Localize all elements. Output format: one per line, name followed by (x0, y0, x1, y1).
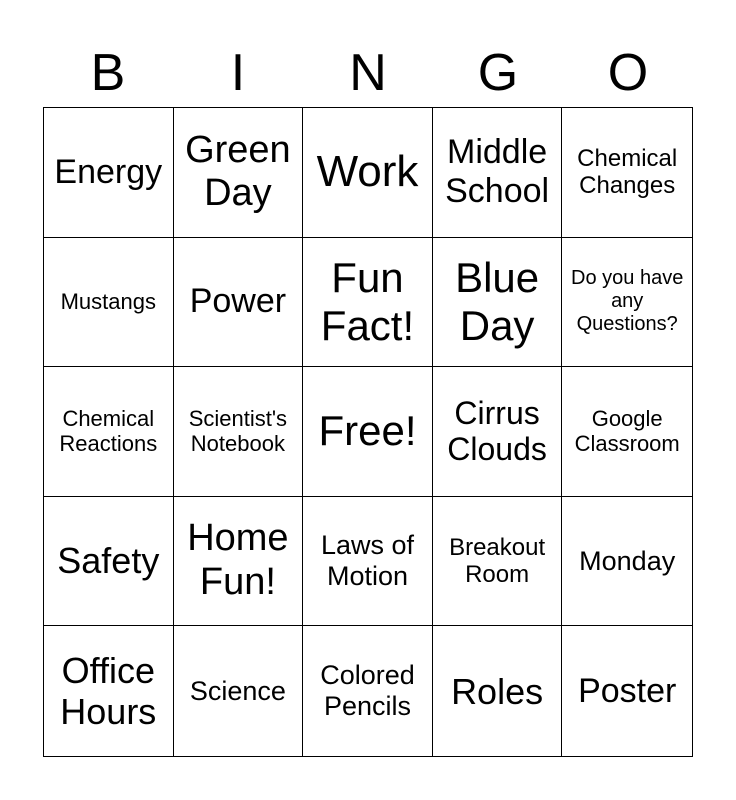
bingo-header (43, 38, 693, 108)
bingo-cell[interactable] (303, 108, 433, 238)
cell-label: Do you have any Questions? (571, 267, 684, 336)
cell-label: Fun Fact! (320, 253, 415, 349)
cell-label: Chemical Changes (577, 144, 678, 200)
bingo-cell[interactable] (174, 238, 304, 368)
bingo-cell[interactable] (433, 238, 563, 368)
cell-label: Mustangs (60, 289, 156, 315)
header-letter-i: I (230, 44, 246, 102)
cell-label: Work (316, 147, 419, 196)
bingo-cell[interactable] (562, 497, 692, 627)
bingo-cell[interactable] (433, 367, 563, 497)
bingo-cell[interactable] (433, 108, 563, 238)
bingo-cell[interactable] (44, 626, 174, 756)
bingo-cell[interactable] (174, 497, 304, 627)
bingo-cell[interactable] (174, 367, 304, 497)
cell-label: Office Hours (60, 649, 157, 733)
cell-label: Roles (451, 670, 544, 712)
cell-label: Blue Day (455, 253, 540, 349)
cell-label: Chemical Reactions (59, 406, 158, 457)
cell-label: Safety (57, 540, 160, 582)
bingo-cell[interactable] (44, 238, 174, 368)
header-letter-n: N (349, 44, 387, 102)
bingo-cell[interactable] (303, 626, 433, 756)
bingo-cell[interactable] (562, 238, 692, 368)
bingo-cell[interactable] (562, 626, 692, 756)
bingo-cell[interactable] (303, 238, 433, 368)
cell-label: Poster (578, 671, 677, 710)
cell-label: Power (189, 282, 287, 321)
cell-label: Cirrus Clouds (447, 394, 547, 468)
bingo-cell[interactable] (433, 626, 563, 756)
cell-label: Breakout Room (449, 533, 546, 589)
bingo-cell[interactable] (174, 108, 304, 238)
bingo-board (43, 107, 693, 757)
cell-label: Colored Pencils (320, 660, 415, 722)
cell-label: Scientist's Notebook (188, 406, 288, 457)
bingo-cell[interactable] (562, 367, 692, 497)
cell-label: Green Day (185, 128, 291, 215)
bingo-cell[interactable] (303, 367, 433, 497)
header-letter-o: O (607, 44, 649, 102)
bingo-cell[interactable] (433, 497, 563, 627)
cell-label: Google Classroom (574, 406, 680, 457)
cell-label: Monday (579, 545, 676, 576)
bingo-cell[interactable] (44, 108, 174, 238)
header-letter-b: B (90, 44, 126, 102)
bingo-cell[interactable] (44, 497, 174, 627)
bingo-cell[interactable] (174, 626, 304, 756)
cell-label: Free! (318, 407, 417, 455)
cell-label: Energy (54, 152, 163, 191)
cell-label: Laws of Motion (320, 530, 415, 592)
cell-label: Home Fun! (187, 517, 289, 604)
bingo-cell[interactable] (44, 367, 174, 497)
cell-label: Science (189, 675, 286, 706)
header-letter-g: G (477, 44, 519, 102)
bingo-cell[interactable] (562, 108, 692, 238)
cell-label: Middle School (445, 133, 550, 211)
bingo-cell[interactable] (303, 497, 433, 627)
